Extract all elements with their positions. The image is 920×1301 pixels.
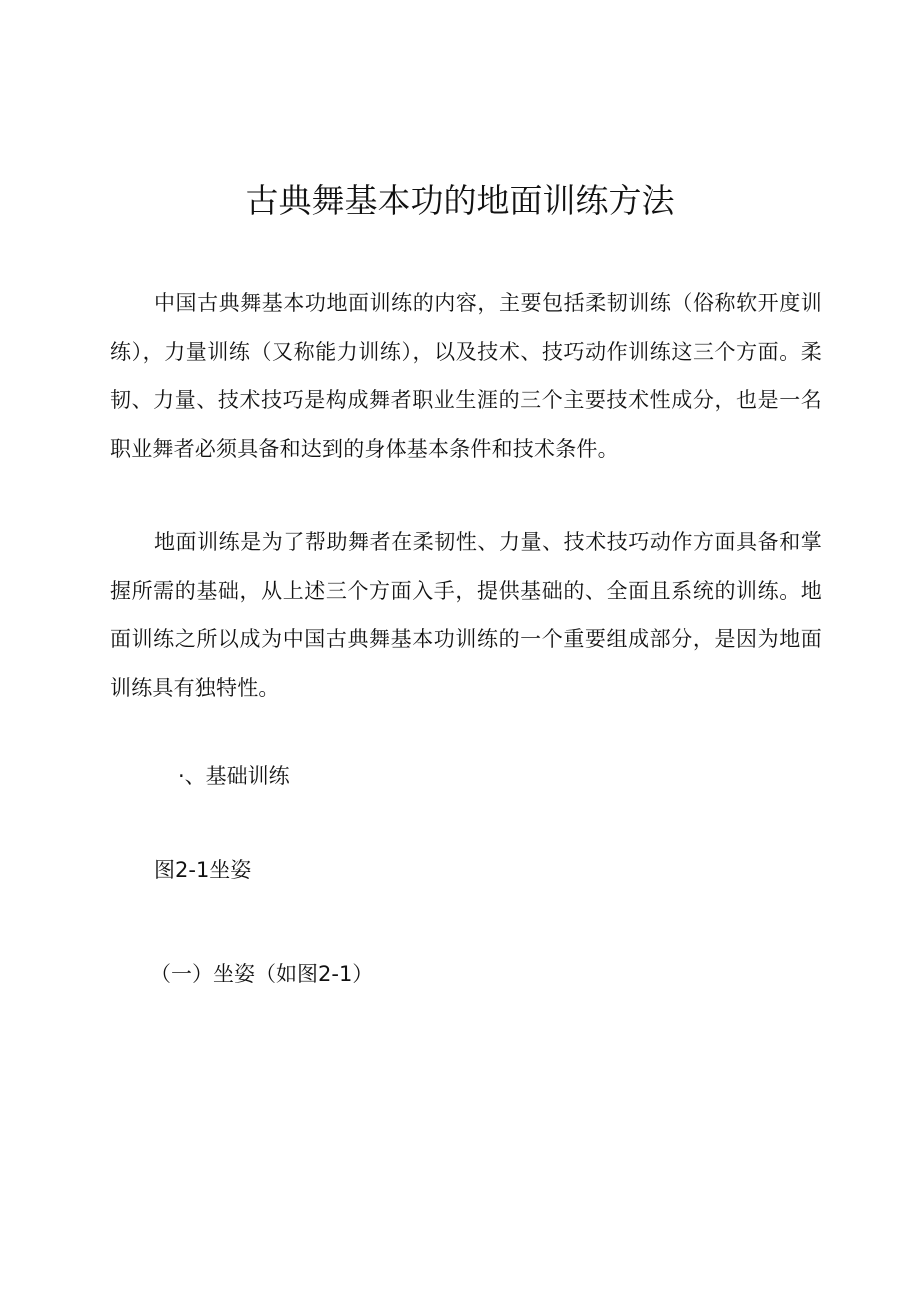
paragraph-intro: 中国古典舞基本功地面训练的内容，主要包括柔韧训练（俗称软开度训练），力量训练（又称能力训练），以及技术、技巧动作训练这三个方面。柔韧、力量、技术技巧是构成舞者职业生涯的三个主要技术性成分，也是一名职业舞者必须具备和达到的身体基本条件和技术条件。 (110, 291, 822, 461)
subsection-heading: （一）坐姿（如图2-1） (150, 962, 374, 986)
figure-caption: 图2-1坐姿 (154, 858, 252, 882)
paragraph-ground-training: 地面训练是为了帮助舞者在柔韧性、力量、技术技巧动作方面具备和掌握所需的基础，从上述三个方面入手，提供基础的、全面且系统的训练。地面训练之所以成为中国古典舞基本功训练的一个重要组成部分，是因为地面训练具有独特性。 (110, 530, 822, 700)
document-title: 古典舞基本功的地面训练方法 (245, 181, 675, 220)
section-heading: ·、基础训练 (178, 764, 290, 788)
